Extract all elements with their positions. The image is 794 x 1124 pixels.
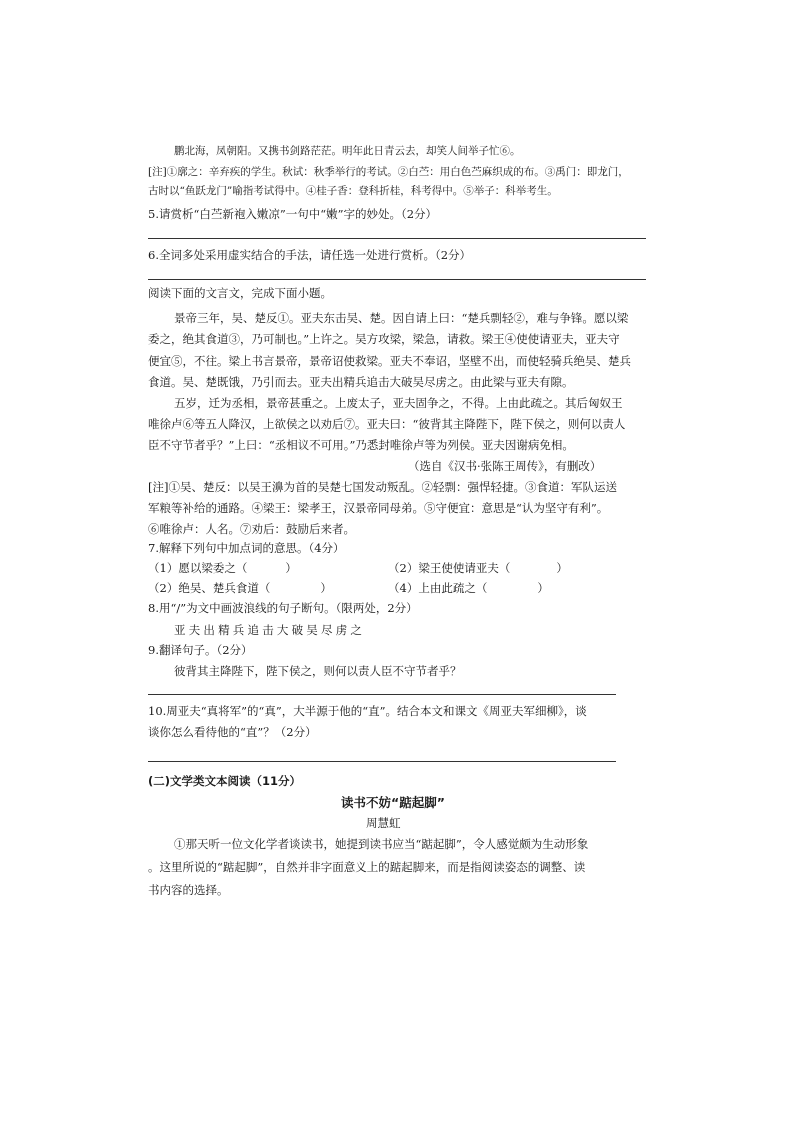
- q8-sentence[interactable]: 亚夫出精兵追击大破吴尽虏之: [174, 623, 366, 637]
- essay-paragraph-line: 。这里所说的“踮起脚”，自然并非字面意义上的踮起脚来，而是指阅读姿态的调整、读: [148, 860, 586, 874]
- essay-paragraph-line: ①那天听一位文化学者谈读书，她提到读书应当“踮起脚”，令人感觉颇为生动形象: [174, 837, 589, 851]
- classical-line: 委之，绝其食道③，乃可制也。”上许之。吴方攻梁，梁急，请救。梁王④使使请亚夫，亚夫守: [148, 332, 620, 346]
- answer-line-q9[interactable]: [148, 694, 616, 695]
- answer-line-q10[interactable]: [148, 761, 616, 762]
- question-10-line: 10.周亚夫“真将军”的“真”，大半源于他的“直”。结合本文和课文《周亚夫军细柳》，谈: [148, 704, 587, 718]
- essay-paragraph-line: 书内容的选择。: [148, 883, 229, 897]
- classical-line: 食道。吴、楚既饿，乃引而去。亚夫出精兵追击大破吴尽虏之。由此梁与亚夫有隙。: [148, 375, 574, 389]
- q7-item-4: （4）上由此疏之（ ）: [388, 581, 549, 595]
- answer-line-q6[interactable]: [148, 279, 646, 280]
- poem-last-line: 鹏北海，凤朝阳。又携书剑路茫茫。明年此日青云去，却笑人间举子忙⑥。: [174, 145, 521, 157]
- question-9: 9.翻译句子。（2分）: [148, 643, 253, 657]
- q7-item-2: （2）梁王使使请亚夫（ ）: [388, 561, 568, 575]
- poem-note-line: 古时以“鱼跃龙门”喻指考试得中。④桂子香：登科折桂，科考得中。⑤举子：科举考生。: [148, 185, 558, 197]
- question-10-line: 谈你怎么看待他的“直”？（2分）: [148, 725, 317, 739]
- question-8: 8.用“/”为文中画波浪线的句子断句。（限两处，2分）: [148, 601, 418, 615]
- q9-sentence: 彼背其主降陛下，陛下侯之，则何以责人臣不守节者乎？: [174, 664, 462, 678]
- classical-intro: 阅读下面的文言文，完成下面小题。: [148, 286, 332, 300]
- classical-line: 便宜⑤，不往。梁上书言景帝，景帝诏使救梁。亚夫不奉诏，坚壁不出，而使轻骑兵绝吴、楚兵: [148, 354, 631, 368]
- classical-line: 景帝三年，吴、楚反①。亚夫东击吴、楚。因自请上曰：“楚兵剽轻②，难与争锋。愿以梁: [174, 311, 629, 325]
- q7-item-1: （1）愿以梁委之（ ）: [148, 561, 297, 575]
- question-7: 7.解释下列句中加点词的意思。（4分）: [148, 541, 345, 555]
- essay-title: 读书不妨“踮起脚”: [341, 795, 445, 810]
- poem-note-line: [注]①廓之：辛弃疾的学生。秋试：秋季举行的考试。②白苎：用白色苎麻织成的布。③禹门：即龙门，: [148, 166, 629, 178]
- section-heading: (二)文学类文本阅读（11分）: [148, 774, 302, 788]
- q7-item-3: （2）绝吴、楚兵食道（ ）: [148, 581, 332, 595]
- classical-source: （选自《汉书·张陈王周传》，有删改）: [408, 459, 602, 473]
- answer-line-q5[interactable]: [148, 238, 646, 239]
- classical-line: 臣不守节者乎？”上曰：“丞相议不可用。”乃悉封唯徐卢等为列侯。亚夫因谢病免相。: [148, 438, 574, 452]
- classical-line: 唯徐卢⑥等五人降汉，上欲侯之以劝后⑦。亚夫曰：“彼背其主降陛下，陛下侯之，则何以责人: [148, 417, 626, 431]
- question-6: 6.全词多处采用虚实结合的手法，请任选一处进行赏析。（2分）: [148, 248, 472, 262]
- classical-line: 五岁，迁为丞相，景帝甚重之。上废太子，亚夫固争之，不得。上由此疏之。其后匈奴王: [174, 396, 623, 410]
- classical-note-line: [注]①吴、楚反：以吴王濞为首的吴楚七国发动叛乱。②轻剽：强悍轻捷。③食道：军队运送: [148, 480, 617, 494]
- question-5: 5.请赏析“白苎新袍入嫩凉”一句中“嫩”字的妙处。（2分）: [148, 207, 438, 221]
- classical-note-line: 军粮等补给的通路。④梁王：梁孝王，汉景帝同母弟。⑤守便宜：意思是“认为坚守有利”。: [148, 501, 609, 515]
- classical-note-line: ⑥唯徐卢：人名。⑦劝后：鼓励后来者。: [148, 522, 355, 536]
- essay-author: 周慧虹: [366, 816, 401, 830]
